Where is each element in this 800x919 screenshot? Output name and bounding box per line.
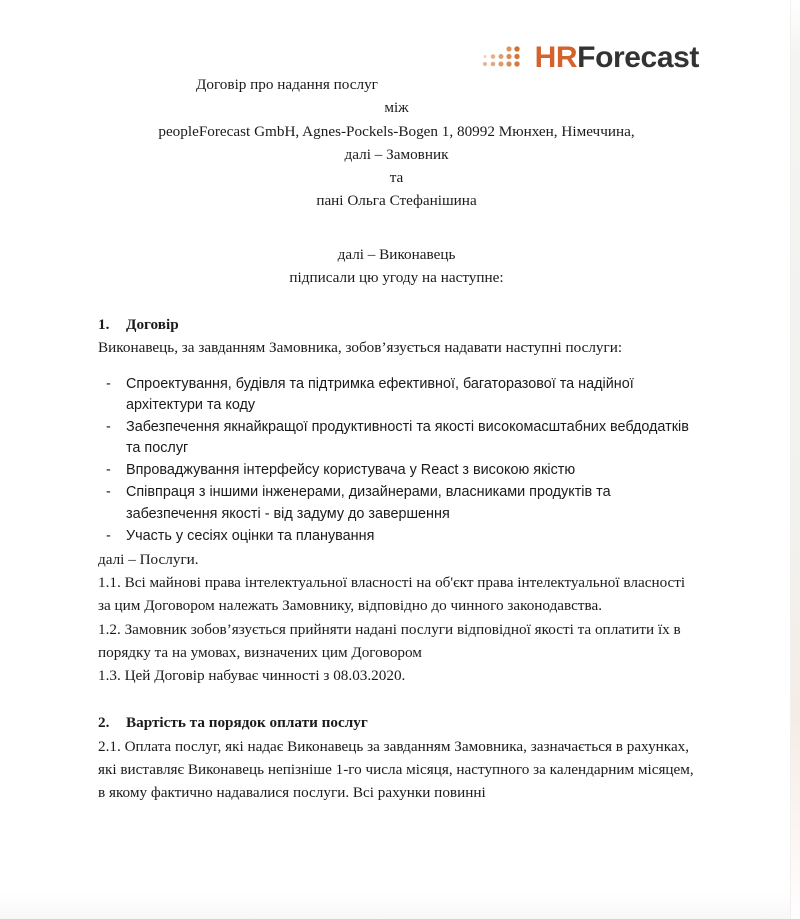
section-title-1: Договір bbox=[126, 316, 179, 333]
section-heading-2 bbox=[98, 711, 695, 734]
list-item-label: Участь у сесіях оцінки та планування bbox=[126, 527, 375, 544]
list-item bbox=[98, 460, 695, 481]
page-bottom-fade bbox=[0, 893, 791, 919]
services-list bbox=[98, 374, 695, 547]
dash-bullet-icon: - bbox=[106, 527, 111, 544]
list-item-label: Впроваджування інтерфейсу користувача у React з високою якістю bbox=[126, 462, 576, 479]
section-1-intro: Виконавець, за завданням Замовника, зобов’язується надавати наступні послуги: bbox=[98, 339, 623, 357]
section-heading-1 bbox=[98, 313, 695, 336]
services-alias: далі – Послуги. bbox=[98, 550, 199, 568]
hrforecast-logo bbox=[482, 42, 699, 73]
document-title: Договір про надання послуг bbox=[196, 76, 378, 93]
logo-text-forecast: Forecast bbox=[577, 40, 699, 74]
list-item bbox=[98, 526, 695, 547]
list-item bbox=[98, 417, 695, 459]
dash-bullet-icon: - bbox=[106, 418, 111, 435]
list-item-label: Забезпечення якнайкращої продуктивності та якості високомасштабних вебдодатків та послуг bbox=[126, 418, 689, 457]
logo-text-hr: HR bbox=[534, 40, 578, 74]
document-body bbox=[0, 73, 791, 804]
and-label: та bbox=[389, 169, 404, 186]
list-item-label: Спроектування, будівля та підтримка ефективної, багаторазової та надійної архітектури та коду bbox=[126, 375, 634, 413]
section-number-1: 1. bbox=[98, 316, 110, 333]
list-item bbox=[98, 482, 695, 524]
clause-1-3: 1.3. Цей Договір набуває чинності з 08.03.2020. bbox=[98, 667, 406, 685]
section-title-2: Вартість та порядок оплати послуг bbox=[126, 714, 368, 732]
contractor-alias: далі – Виконавець bbox=[337, 245, 456, 263]
ascending-dot-matrix-icon bbox=[482, 42, 528, 73]
client-line: peopleForecast GmbH, Agnes-Pockels-Bogen 1, 80992 Мюнхен, Німеччина, bbox=[158, 122, 635, 140]
dash-bullet-icon: - bbox=[106, 375, 111, 392]
clause-1-1: 1.1. Всі майнові права інтелектуальної власності на об'єкт права інтелектуальної власності за цим Договором належать Замовнику, відповідно до чинного законодавства. bbox=[98, 574, 686, 615]
list-item-label: Співпраця з іншими інженерами, дизайнерами, власниками продуктів та забезпечення якості - від задуму до завершення bbox=[126, 484, 611, 522]
dash-bullet-icon: - bbox=[106, 484, 111, 501]
logo-wordmark bbox=[534, 40, 699, 74]
page-right-edge-strip bbox=[790, 0, 800, 919]
contractor-line: пані Ольга Стефанішина bbox=[316, 192, 477, 210]
client-alias: далі – Замовник bbox=[344, 145, 449, 163]
logo-header bbox=[0, 0, 791, 73]
list-item bbox=[98, 374, 695, 416]
signed-line: підписали цю угоду на наступне: bbox=[289, 268, 504, 286]
clause-2-1: 2.1. Оплата послуг, які надає Виконавець за завданням Замовника, зазначається в рахунках, які виставляє Виконавець непізніше 1-го числа місяця, наступного за календарним місяцем, в якому фактично надавалися послуги. Всі рахунки повинні bbox=[98, 737, 694, 802]
between-label: між bbox=[384, 99, 409, 117]
dash-bullet-icon: - bbox=[106, 462, 111, 479]
clause-1-2: 1.2. Замовник зобов’язується прийняти надані послуги відповідної якості та оплатити їх в порядку та на умовах, визначених цим Договором bbox=[98, 620, 681, 661]
section-number-2: 2. bbox=[98, 714, 110, 732]
